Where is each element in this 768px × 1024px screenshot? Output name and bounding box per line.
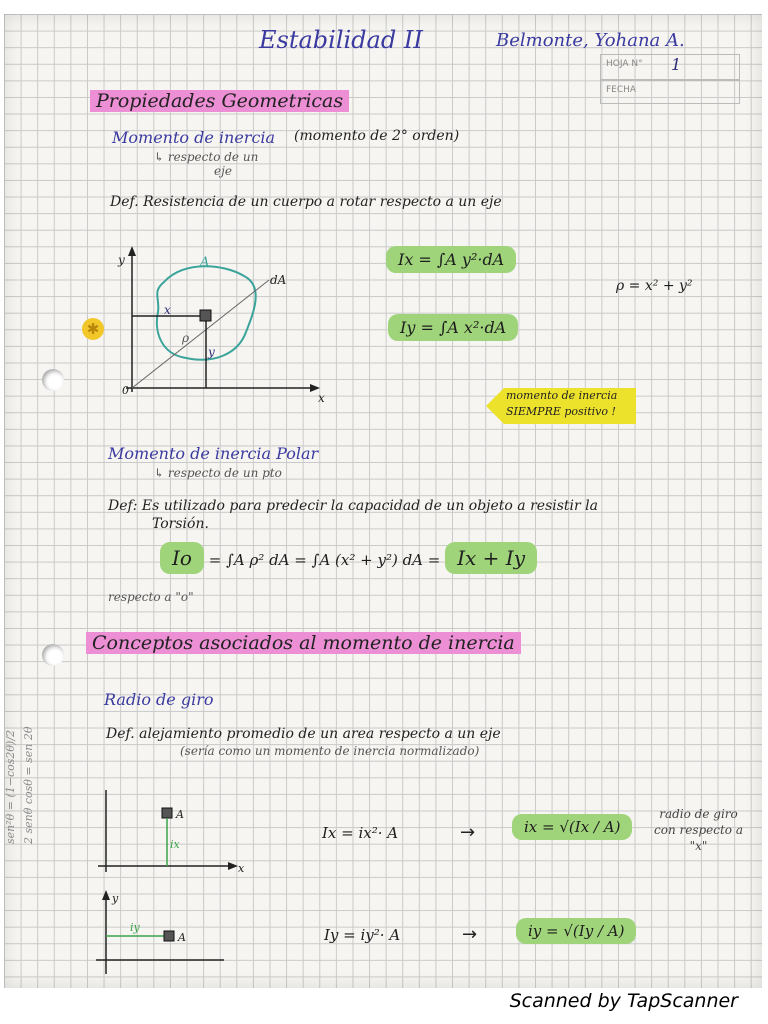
radius-definition-line1: Def. alejamiento promedio de un area respecto a un eje — [106, 726, 501, 742]
arrow-to-ix-result: → — [460, 822, 476, 843]
hoja-box — [600, 54, 740, 80]
diag2-y-arrow-icon — [102, 890, 110, 900]
binder-hole-bottom — [42, 644, 64, 666]
iy-gyration-result: iy = √(Iy / A) — [516, 918, 636, 944]
positive-callout — [506, 388, 617, 420]
ix-gyration-result: ix = √(Ix / A) — [512, 814, 632, 840]
formula-middle: = ∫A ρ² dA = ∫A (x² + y²) dA = — [208, 551, 441, 569]
section-heading-associated-concepts — [86, 632, 521, 654]
diag2-y-label: y — [112, 892, 119, 905]
x-axis-label: x — [318, 391, 325, 402]
rho-line — [132, 280, 269, 388]
radius-definition-line2: (sería como un momento de inercia normalizado) — [180, 744, 480, 758]
area-diagram — [104, 242, 334, 402]
area-label: A — [200, 255, 210, 270]
polar-definition-line1: Def: Es utilizado para predecir la capacidad de un objeto a resistir la — [108, 498, 598, 514]
moment-note: (momento de 2° orden) — [294, 128, 460, 144]
gyration-diagram-x — [94, 786, 254, 886]
callout-line2: SIEMPRE positivo ! — [506, 405, 616, 418]
dA-label: dA — [270, 273, 287, 287]
margin-note-3: 2 senθ cosθ = sen 2θ — [22, 726, 35, 844]
diag2-area-element — [164, 931, 174, 941]
callout-line1: momento de inercia — [506, 389, 618, 402]
moment-respect-line2: eje — [214, 164, 232, 178]
margin-trig-notes — [4, 727, 38, 844]
y-axis-label: y — [118, 253, 125, 267]
polar-definition-line2: Torsión. — [152, 516, 209, 532]
y-axis-arrow-icon — [128, 246, 136, 256]
diag1-ix-label: ix — [170, 838, 180, 851]
diag1-A-label: A — [176, 808, 184, 821]
moment-respect-line1: ↳ respecto de un — [154, 150, 259, 164]
moment-definition: Def. Resistencia de un cuerpo a rotar respecto a un eje — [110, 194, 502, 210]
y-distance-label: y — [208, 345, 215, 359]
formula-ix: Ix = ∫A y²·dA — [386, 246, 516, 273]
star-sticker-icon: ✱ — [82, 318, 104, 340]
author-name: Belmonte, Yohana A. — [496, 30, 685, 51]
rho-label: ρ — [182, 331, 190, 345]
dA-element — [200, 310, 211, 321]
scanner-watermark: Scanned by TapScanner — [509, 990, 738, 1012]
fecha-box — [600, 80, 740, 104]
radius-of-gyration-title: Radio de giro — [104, 690, 214, 709]
formula-sum: Ix + Iy — [445, 542, 537, 574]
diag1-area-element — [162, 808, 172, 818]
ix-gyration-formula: Ix = ix²· A — [322, 824, 399, 842]
radius-note-line1: radio de giro — [659, 807, 738, 821]
formula-io: Io — [160, 542, 204, 574]
fecha-label: FECHA — [606, 85, 637, 95]
hoja-value: 1 — [671, 55, 682, 74]
section-heading-geometric-properties — [90, 90, 349, 112]
polar-moment-title: Momento de inercia Polar — [108, 444, 319, 463]
gyration-diagram-y — [94, 886, 234, 976]
polar-respect: ↳ respecto de un pto — [154, 466, 282, 480]
diag1-x-arrow-icon — [228, 862, 238, 870]
polar-formula — [160, 546, 537, 570]
heading-text: Propiedades Geometricas — [90, 90, 349, 112]
radius-note-line2: con respecto a — [654, 823, 744, 837]
notebook-page — [4, 14, 762, 988]
origin-label: 0 — [122, 384, 129, 397]
respect-to-o: respecto a "o" — [108, 590, 194, 604]
binder-hole-top — [42, 369, 64, 391]
diag2-iy-label: iy — [130, 921, 140, 934]
polar-respect-text: respecto de un pto — [167, 466, 282, 480]
diag2-A-label: A — [178, 931, 186, 944]
moment-of-inertia-title: Momento de inercia — [112, 128, 276, 147]
margin-note-2: sen²θ = (1−cos2θ)/2 — [4, 729, 17, 844]
diag1-x-label: x — [238, 862, 245, 875]
x-distance-label: x — [164, 303, 171, 317]
radius-note-line3: "x" — [689, 839, 708, 853]
arrow-to-iy-result: → — [462, 924, 478, 945]
formula-iy: Iy = ∫A x²·dA — [388, 314, 518, 341]
section2-heading-text: Conceptos asociados al momento de inercia — [86, 632, 521, 654]
iy-gyration-formula: Iy = iy²· A — [324, 926, 401, 944]
rho-equation: ρ = x² + y² — [616, 278, 693, 294]
radius-note — [654, 806, 743, 854]
hoja-label: HOJA N° — [606, 59, 643, 69]
page-title: Estabilidad II — [259, 26, 423, 54]
respect-text: respecto de un — [167, 150, 259, 164]
